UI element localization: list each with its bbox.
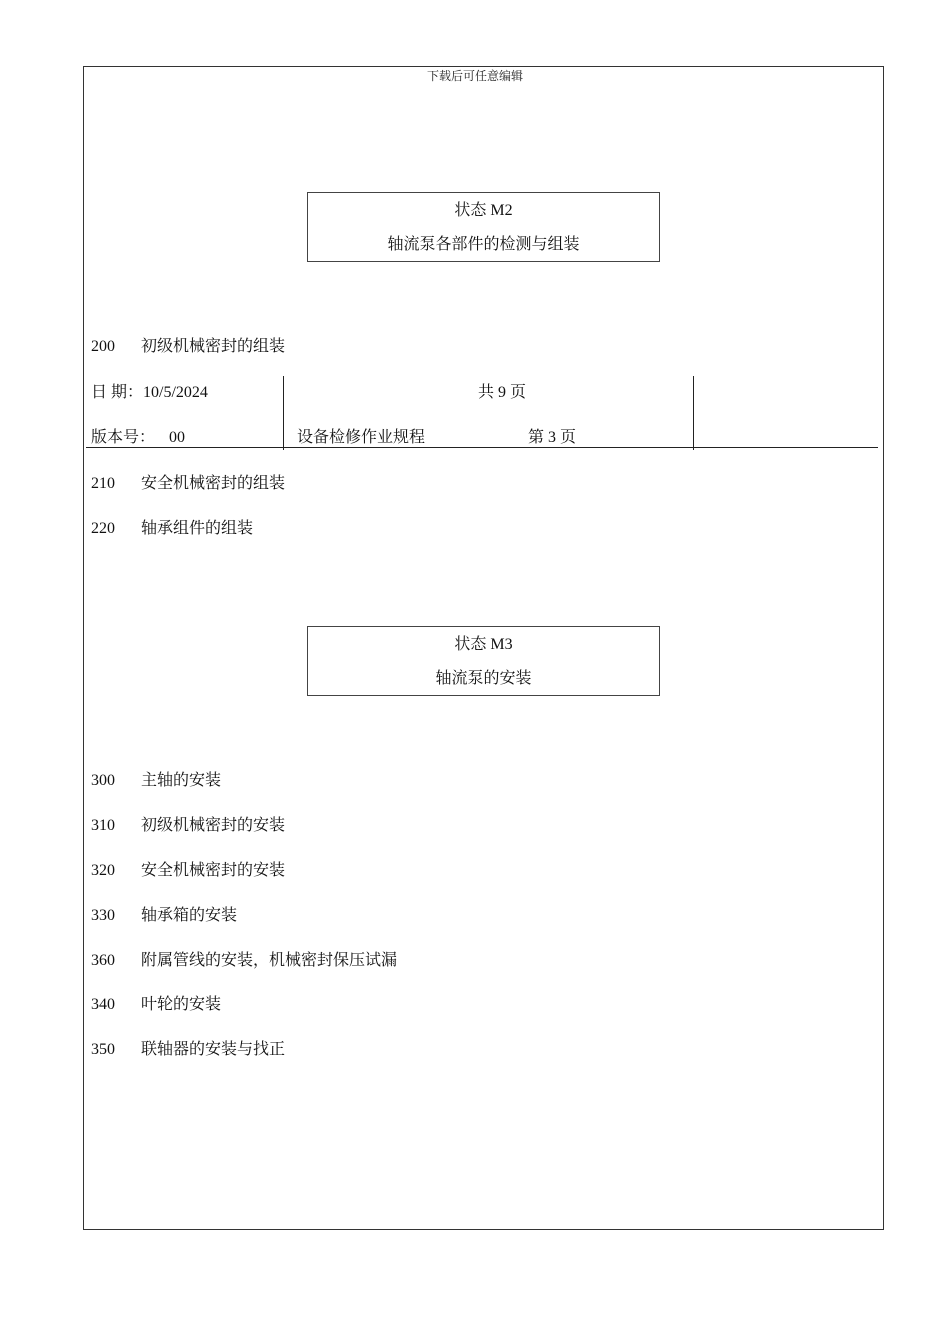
item-number: 220 bbox=[91, 520, 115, 537]
list-item bbox=[91, 812, 285, 835]
item-number: 300 bbox=[91, 772, 115, 789]
list-item bbox=[91, 902, 237, 925]
item-text: 轴承箱的安装 bbox=[141, 907, 238, 924]
list-item bbox=[91, 857, 285, 880]
item-number: 200 bbox=[91, 338, 115, 355]
item-text: 安全机械密封的组装 bbox=[141, 475, 286, 492]
header-divider-left bbox=[283, 376, 284, 450]
item-number: 360 bbox=[91, 952, 115, 969]
page-number: 第 3 页 bbox=[528, 429, 577, 446]
date-field bbox=[91, 379, 208, 402]
date-label: 日 期： bbox=[91, 384, 144, 401]
item-text: 轴承组件的组装 bbox=[141, 520, 254, 537]
date-value: 10/5/2024 bbox=[143, 384, 208, 401]
item-number: 340 bbox=[91, 996, 115, 1013]
state-m3-subtitle: 轴流泵的安装 bbox=[435, 670, 532, 687]
state-m2-subtitle: 轴流泵各部件的检测与组装 bbox=[387, 236, 580, 253]
list-item bbox=[91, 991, 221, 1014]
version-field bbox=[91, 424, 185, 447]
watermark-text: 下载后可任意编辑 bbox=[426, 69, 523, 83]
item-text: 初级机械密封的安装 bbox=[141, 817, 286, 834]
item-text: 安全机械密封的安装 bbox=[141, 862, 286, 879]
item-number: 350 bbox=[91, 1041, 115, 1058]
state-m2-title: 状态 M2 bbox=[454, 202, 513, 219]
item-number: 330 bbox=[91, 907, 115, 924]
state-m3-title: 状态 M3 bbox=[454, 636, 513, 653]
item-number: 210 bbox=[91, 475, 115, 492]
list-item bbox=[91, 333, 285, 356]
version-label: 版本号： bbox=[91, 429, 156, 446]
list-item bbox=[91, 515, 253, 538]
item-text: 主轴的安装 bbox=[141, 772, 222, 789]
item-text: 叶轮的安装 bbox=[141, 996, 222, 1013]
state-m2-box bbox=[307, 192, 660, 262]
document-title: 设备检修作业规程 bbox=[297, 429, 426, 446]
item-number: 320 bbox=[91, 862, 115, 879]
header-divider-right bbox=[693, 376, 694, 450]
state-m3-box bbox=[307, 626, 660, 696]
total-pages: 共 9 页 bbox=[478, 384, 527, 401]
list-item bbox=[91, 1036, 285, 1059]
item-number: 310 bbox=[91, 817, 115, 834]
version-value: 00 bbox=[169, 429, 186, 446]
list-item bbox=[91, 767, 221, 790]
list-item bbox=[91, 947, 397, 970]
header-rule bbox=[86, 447, 878, 448]
list-item bbox=[91, 470, 285, 493]
item-text: 附属管线的安装，机械密封保压试漏 bbox=[141, 952, 398, 969]
item-text: 初级机械密封的组装 bbox=[141, 338, 286, 355]
item-text: 联轴器的安装与找正 bbox=[141, 1041, 286, 1058]
